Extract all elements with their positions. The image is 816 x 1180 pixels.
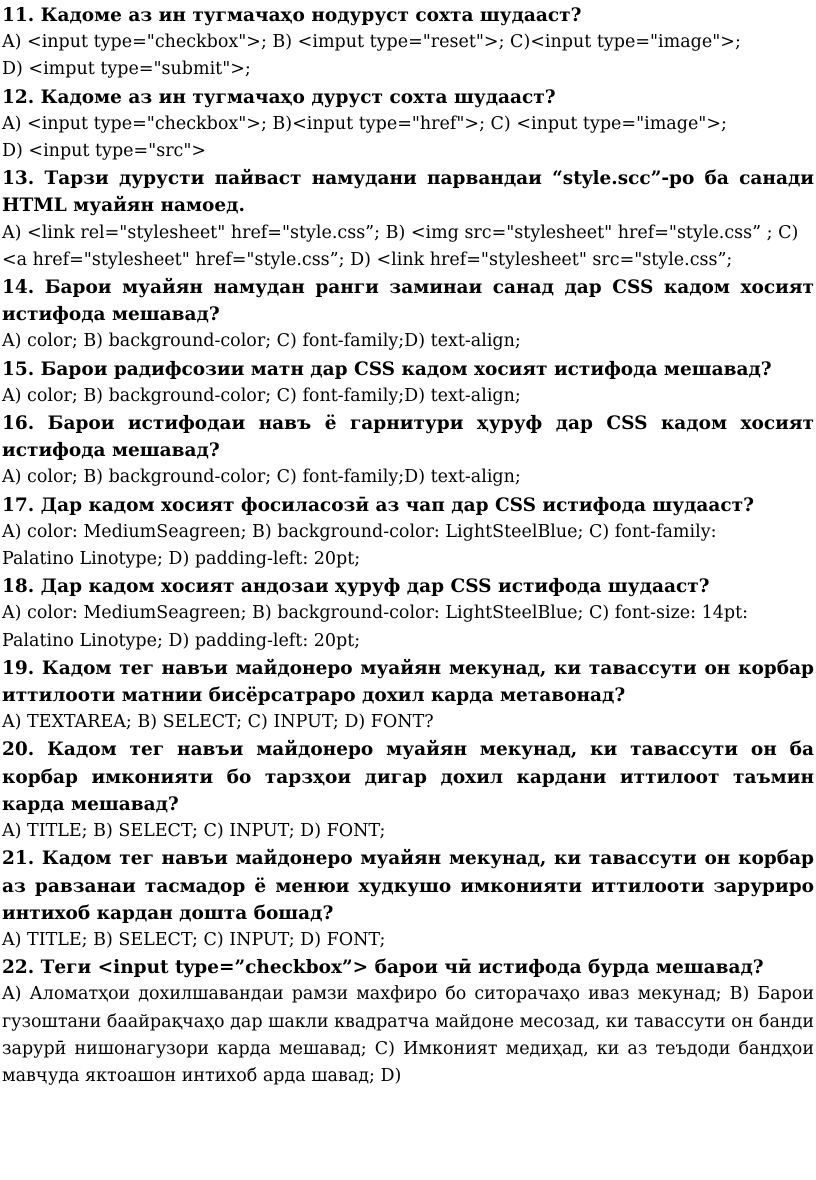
question-text: 16. Барои истифодаи навъ ё гарнитури ҳуруф дар CSS кадом хосият истифода мешавад? [2,413,814,462]
answer-line: A) Аломатҳои дохилшавандаи рамзи махфиро бо ситорачаҳо иваз мекунад; B) Барои гузоштани баайрақчаҳо дар шакли квадратча майдоне месозад, ки тавассути он банди зарурӣ нишонагузори карда мешавад; C) Имконият медиҳад, ки аз теъдоди бандҳои мавҷуда яктоашон интихоб арда шавад; D) [2,984,814,1086]
question-text: 18. Дар кадом хосият андозаи ҳуруф дар CSS истифода шудааст? [2,576,710,598]
question-19 [2,655,814,737]
answer-line: A) color; B) background-color; C) font-family;D) text-align; [2,331,521,352]
answer-line: A) <input type="checkbox">; B)<input type="href">; C) <input type="image">; [2,113,727,134]
question-16 [2,410,814,492]
question-20 [2,736,814,845]
question-text: 15. Барои радифсозии матн дар CSS кадом хосият истифода мешавад? [2,358,772,380]
question-13 [2,165,814,274]
answer-line: A) TEXTAREA; B) SELECT; C) INPUT; D) FONT? [2,712,434,733]
question-11 [2,2,814,84]
answer-line: A) color: MediumSeagreen; B) background-color: LightSteelBlue; C) font-family: [2,521,717,542]
question-text: 19. Кадом тег навъи майдонеро муайян мекунад, ки тавассути он корбар иттилооти матнии бисёрсатраро дохил карда метавонад? [2,657,814,707]
answer-line: Palatino Linotype; D) padding-left: 20pt; [2,549,361,570]
answer-line: A) TITLE; B) SELECT; C) INPUT; D) FONT; [2,821,386,842]
question-15 [2,356,814,410]
question-text: 21. Кадом тег навъи майдонеро муайян мекунад, ки тавассути он корбар аз равзанаи тасмадор ё менюи худкушо имконияти иттилооти заруриро интихоб кардан дошта бошад? [2,848,814,924]
answer-line: A) color; B) background-color; C) font-family;D) text-align; [2,385,521,406]
answer-line: D) <input type="src"> [2,141,207,162]
answer-line: <a href="stylesheet" href="style.css”; D) <link href="stylesheet" src="style.css”; [2,249,733,270]
answer-line: D) <imput type="submit">; [2,59,251,80]
answer-line: A) <input type="checkbox">; B) <imput type="reset">; C)<input type="image">; [2,32,741,53]
question-text: 12. Кадоме аз ин тугмачаҳо дуруст сохта шудааст? [2,86,556,108]
question-22 [2,954,814,1090]
question-text: 17. Дар кадом хосият фосиласозӣ аз чап дар CSS истифода шудааст? [2,494,754,516]
question-text: 20. Кадом тег навъи майдонеро муайян мекунад, ки тавассути он ба корбар имконияти бо тарзҳои дигар дохил кардани иттилоот таъмин карда мешавад? [2,739,814,815]
answer-line: Palatino Linotype; D) padding-left: 20pt; [2,630,361,651]
question-12 [2,84,814,166]
question-text: 11. Кадоме аз ин тугмачаҳо нодуруст сохта шудааст? [2,5,582,26]
question-14 [2,274,814,356]
question-21 [2,845,814,954]
answer-line: A) <link rel="stylesheet" href="style.css”; B) <img src="stylesheet" href="style.css” ; C) [2,222,799,243]
answer-line: A) color: MediumSeagreen; B) background-color: LightSteelBlue; C) font-size: 14pt: [2,603,749,624]
answer-line: A) TITLE; B) SELECT; C) INPUT; D) FONT; [2,929,386,950]
question-text: 13. Тарзи дурусти пайваст намудани парвандаи “style.scc”-ро ба санади HTML муайян намоед. [2,168,814,217]
question-text: 14. Барои муайян намудан ранги заминаи санад дар CSS кадом хосият истифода мешавад? [2,277,814,326]
question-text: 22. Теги <input type=”checkbox”> барои чӣ истифода бурда мешавад? [2,957,764,979]
question-17 [2,492,814,574]
question-18 [2,573,814,655]
answer-line: A) color; B) background-color; C) font-family;D) text-align; [2,467,521,488]
